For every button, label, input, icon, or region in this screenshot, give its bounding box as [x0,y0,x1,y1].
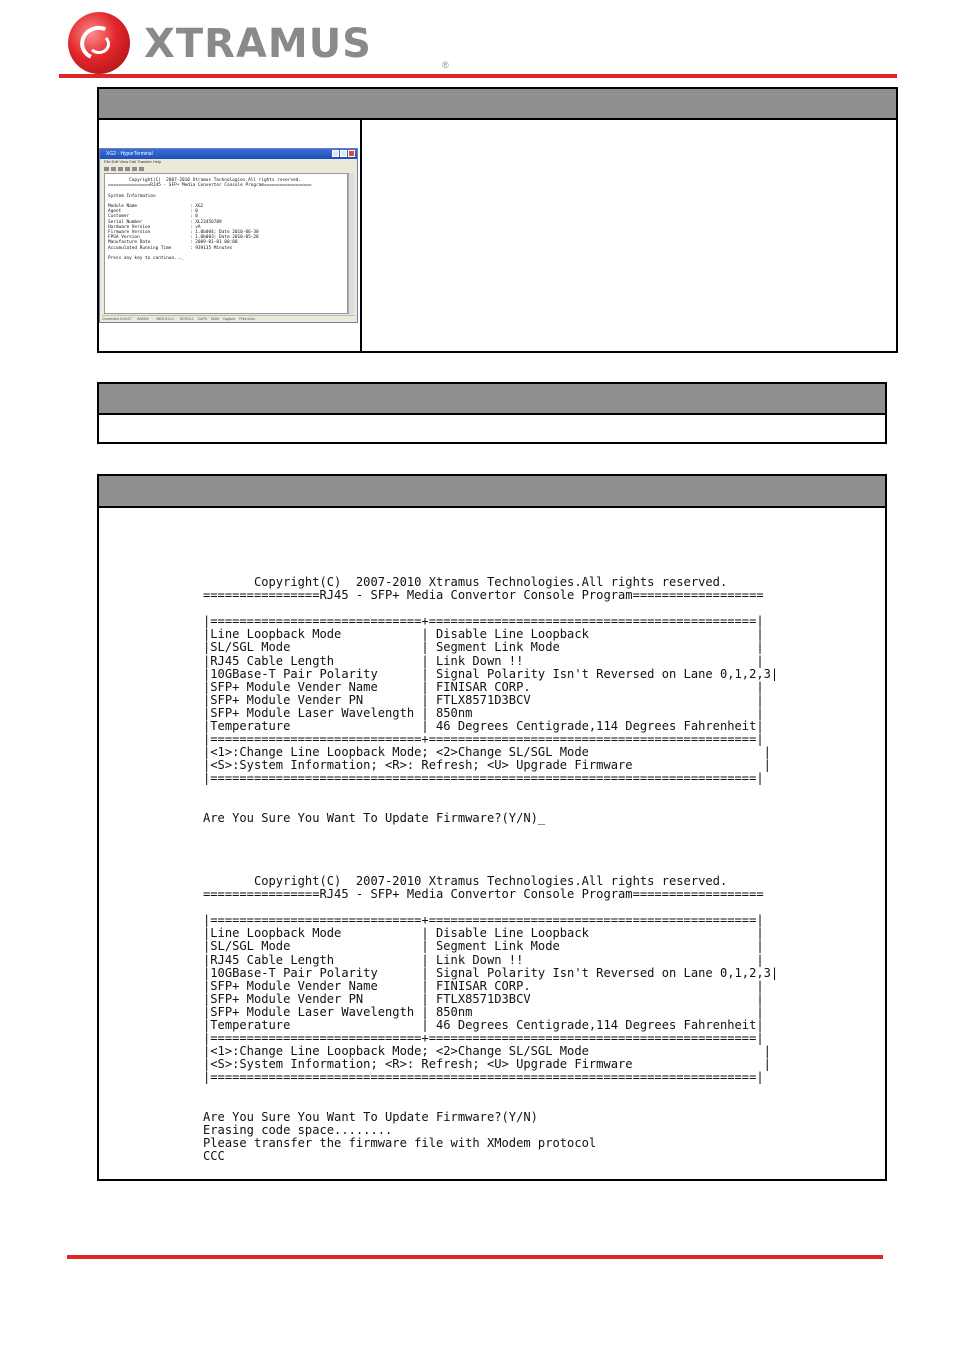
console-line: |<1>:Change Line Loopback Mode; <2>Change SL/SGL Mode | [203,745,771,760]
window-statusbar: Connected 0:04:27 ANSIW 9600 8-N-1 SCROLL CAPS NUM Capture Print echo [102,315,355,321]
console-line: Please transfer the firmware file with XModem protocol [203,1135,597,1150]
console-line: Erasing code space........ [203,1122,393,1137]
new-icon [104,167,109,171]
window-titlebar [100,149,357,159]
console-line: |<1>:Change Line Loopback Mode; <2>Change SL/SGL Mode | [203,1044,771,1059]
console-output-erasing [203,875,778,1163]
console-line: |=============================+=============================================| [203,913,764,928]
console-line: Are You Sure You Want To Update Firmware?(Y/N)_ [203,810,546,825]
terminal-screen [104,173,348,314]
window-menubar: File Edit View Call Transfer Help [104,159,162,164]
window-toolbar [100,165,357,172]
note-table [97,382,887,444]
console-line [203,1085,778,1098]
console-line: |SFP+ Module Laser Wavelength | 850nm | [203,1004,764,1019]
console-line: |SL/SGL Mode | Segment Link Mode | [203,640,764,655]
open-icon [111,167,116,171]
header-divider [59,74,897,78]
maximize-icon [340,150,347,157]
console-line: ================RJ45 - SFP+ Media Convertor Console Program================== [203,588,764,603]
console-line: |10GBase-T Pair Polarity | Signal Polarity Isn't Reversed on Lane 0,1,2,3| [203,666,779,681]
console-line: |=============================+=============================================| [203,614,764,629]
console-line: CCC [203,1148,225,1163]
console-line: |SFP+ Module Vender Name | FINISAR CORP. | [203,978,764,993]
column-divider [360,120,362,353]
registered-mark: ® [442,60,449,70]
console-output-prompt [203,576,778,825]
console-line: |Line Loopback Mode | Disable Line Loopback | [203,926,764,941]
console-table-header [99,476,885,508]
console-line: ================RJ45 - SFP+ Media Convertor Console Program================== [203,887,764,902]
console-line: |10GBase-T Pair Polarity | Signal Polarity Isn't Reversed on Lane 0,1,2,3| [203,965,779,980]
console-line: |SFP+ Module Vender PN | FTLX8571D3BCV | [203,991,764,1006]
console-line: |<S>:System Information; <R>: Refresh; <U> Upgrade Firmware | [203,758,771,773]
console-line [203,786,778,799]
logo-wordmark: XTRAMUS [144,21,372,67]
console-line: |===========================================================================| [203,1070,764,1085]
console-line: |===========================================================================| [203,771,764,786]
info-table-header [99,89,896,120]
console-line: |RJ45 Cable Length | Link Down !! | [203,952,764,967]
disconnect-icon [118,167,123,171]
console-line: Are You Sure You Want To Update Firmware?(Y/N) [203,1109,538,1124]
console-line: |SFP+ Module Vender PN | FTLX8571D3BCV | [203,692,764,707]
footer-divider [67,1255,883,1259]
properties-icon [139,167,144,171]
console-line [203,1098,778,1111]
console-line: |=============================+=============================================| [203,1031,764,1046]
info-description-cell [369,129,889,329]
console-line: |Temperature | 46 Degrees Centigrade,114 Degrees Fahrenheit| [203,1018,764,1033]
console-line: |SFP+ Module Laser Wavelength | 850nm | [203,705,764,720]
close-icon [348,150,355,157]
console-line: |SL/SGL Mode | Segment Link Mode | [203,939,764,954]
console-line: |RJ45 Cable Length | Link Down !! | [203,653,764,668]
console-line: |=============================+=============================================| [203,732,764,747]
minimize-icon [332,150,339,157]
note-table-header [99,384,885,415]
console-line: |<S>:System Information; <R>: Refresh; <U> Upgrade Firmware | [203,1057,771,1072]
console-line: Copyright(C) 2007-2010 Xtramus Technologies.All rights reserved. [203,874,728,888]
receive-icon [132,167,137,171]
hyperterminal-window-screenshot [99,148,358,323]
logo-emblem-icon [68,12,130,74]
terminal-text: Copyright(C) 2007-2010 Xtramus Technologies.All rights reserved. ================RJ45 - SFP+ Media Convertor Console Program================== System Information Module Name : XG2 Agent : 0 Customer : 0 Serial Number : XL23456789 Hardware Version : vA Firmware Version : 1.0b004; Date 2010-06-30 FPGA Version : 1.0b003; Date 2010-05-20 Manufacture Date : 2009-01-01 00:00 Accumulated Running Time : 939135 Minutes Press any key to continue..._ [108,178,312,262]
console-line: |Temperature | 46 Degrees Centigrade,114 Degrees Fahrenheit| [203,719,764,734]
console-line [203,799,778,812]
console-line: Copyright(C) 2007-2010 Xtramus Technologies.All rights reserved. [203,575,728,589]
window-title: XG2 - HyperTerminal [106,151,153,157]
xtramus-logo [66,10,449,76]
console-line: |SFP+ Module Vender Name | FINISAR CORP. | [203,679,764,694]
scrollbar [348,173,354,314]
console-line: |Line Loopback Mode | Disable Line Loopback | [203,627,764,642]
send-icon [125,167,130,171]
